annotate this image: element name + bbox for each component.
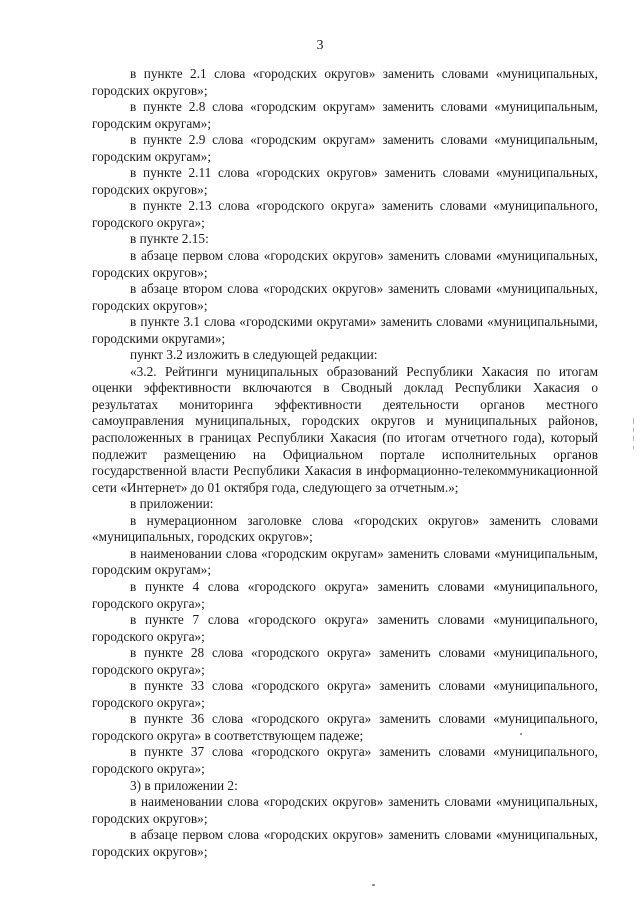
paragraph: в пункте 3.1 слова «городскими округами» заменить словами «муниципальными, городскими округами»; [92, 314, 598, 346]
quoted-paragraph: «3.2. Рейтинги муниципальных образований Республики Хакасия по итогам оценки эффективности включаются в Сводный доклад Республики Хакасия о результатах мониторинга эффективности деятельности органов местного самоуправления муниципальных, городских округов и муниципальных районов, расположенных в границах Республики Хакасия (по итогам отчетного года), который подлежит размещению на Официальном портале исполнительных органов государственной власти Республики Хакасия в информационно-телекоммуникационной сети «Интернет» до 01 октября года, следующего за отчетным.»; [92, 363, 598, 495]
paragraph: в приложении: [130, 496, 214, 512]
paragraph: в наименовании слова «городским округам» заменить словами «муниципальным, городским округам»; [92, 545, 598, 578]
paragraph: в пункте 2.8 слова «городским округам» заменить словами «муниципальным, городским округам»; [92, 99, 598, 131]
scan-margin-mark [633, 428, 634, 432]
paragraph: в пункте 33 слова «городского округа» заменить словами «муниципального, городского округа»; [92, 678, 598, 710]
scan-margin-mark [633, 436, 634, 441]
paragraph: в пункте 2.11 слова «городских округов» заменить словами «муниципальных, городских округов»; [92, 165, 598, 197]
paragraph: в пункте 2.1 слова «городских округов» заменить словами «муниципальных, городских округов»; [92, 66, 598, 98]
paragraph: в нумерационном заголовке слова «городских округов» заменить словами «муниципальных, городских округов»; [92, 512, 598, 545]
paragraph: в абзаце втором слова «городских округов» заменить словами «муниципальных, городских округов»; [92, 281, 598, 313]
scan-margin-mark [633, 446, 634, 449]
page-number: 3 [316, 38, 324, 53]
paragraph: в наименовании слова «городских округов» заменить словами «муниципальных, городских округов»; [92, 794, 598, 826]
document-body [92, 66, 598, 860]
paragraph: в абзаце первом слова «городских округов» заменить словами «муниципальных, городских округов»; [92, 827, 598, 859]
paragraph: в пункте 2.13 слова «городского округа» заменить словами «муниципального, городского округа»; [92, 198, 598, 230]
paragraph: в пункте 2.15: [130, 231, 209, 247]
scan-margin-mark [633, 418, 634, 424]
paragraph: в пункте 37 слова «городского округа» заменить словами «муниципального, городского округа»; [92, 744, 598, 776]
paragraph: в абзаце первом слова «городских округов» заменить словами «муниципальных, городских округов»; [92, 248, 598, 280]
paragraph: 3) в приложении 2: [130, 777, 238, 793]
paragraph: в пункте 2.9 слова «городским округам» заменить словами «муниципальным, городским округам»; [92, 132, 598, 164]
paragraph: в пункте 28 слова «городского округа» заменить словами «муниципального, городского округа»; [92, 645, 598, 677]
paragraph: в пункте 7 слова «городского округа» заменить словами «муниципального, городского округа»; [92, 612, 598, 644]
paragraph: пункт 3.2 изложить в следующей редакции: [130, 347, 378, 363]
paragraph: в пункте 36 слова «городского округа» заменить словами «муниципального, городского округа» в соответствующем падеже; [92, 711, 598, 743]
scan-speck [372, 884, 375, 886]
scan-speck [520, 733, 522, 735]
paragraph: в пункте 4 слова «городского округа» заменить словами «муниципального, городского округа»; [92, 578, 598, 611]
